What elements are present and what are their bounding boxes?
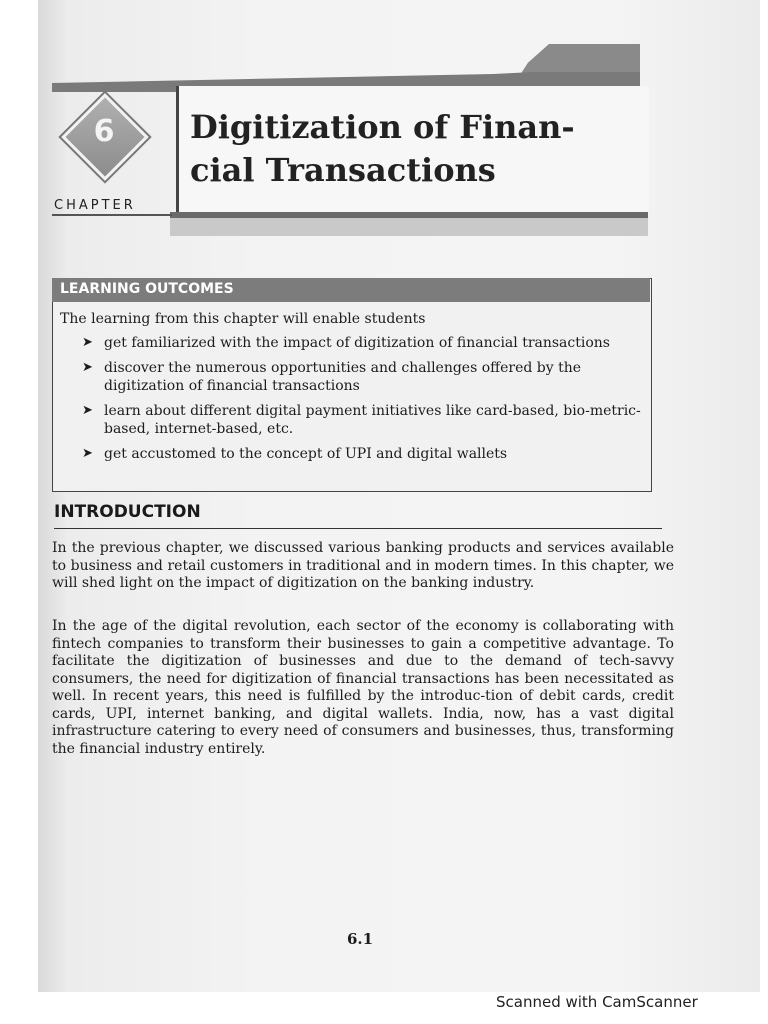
chapter-underline [52, 214, 172, 216]
learning-outcomes-intro: The learning from this chapter will enable students [60, 311, 426, 327]
chapter-title: Digitization of Finan-cial Transactions [190, 108, 575, 189]
learning-outcomes-title: LEARNING OUTCOMES [60, 281, 234, 297]
arrow-bullet-icon: ➤ [82, 335, 93, 350]
chapter-number: 6 [93, 114, 115, 149]
introduction-rule [54, 528, 662, 529]
list-item [80, 359, 646, 395]
list-item-text: get accustomed to the concept of UPI and digital wallets [104, 446, 508, 462]
header-band-bottom [170, 212, 648, 236]
chapter-label: CHAPTER [54, 198, 136, 213]
scanner-watermark: Scanned with CamScanner [496, 993, 698, 1011]
learning-outcomes-list [80, 334, 646, 470]
list-item [80, 445, 646, 463]
page-margin [0, 0, 40, 1024]
list-item [80, 402, 646, 438]
list-item-text: get familiarized with the impact of digitization of financial transactions [104, 335, 610, 351]
introduction-paragraph-1: In the previous chapter, we discussed various banking products and services available to business and retail customers in traditional and in modern times. In this chapter, we will shed light on the impact of digitization on the banking industry. [52, 540, 674, 591]
page-number: 6.1 [346, 930, 374, 948]
arrow-bullet-icon: ➤ [82, 446, 93, 461]
list-item-text: discover the numerous opportunities and challenges offered by the digitization of financial transactions [104, 360, 582, 394]
list-item-text: learn about different digital payment initiatives like card-based, bio-metric-based, internet-based, etc. [104, 403, 641, 437]
arrow-bullet-icon: ➤ [82, 403, 93, 418]
introduction-heading: INTRODUCTION [54, 502, 201, 522]
arrow-bullet-icon: ➤ [82, 360, 93, 375]
list-item [80, 334, 646, 352]
introduction-paragraph-2: In the age of the digital revolution, each sector of the economy is collaborating with fintech companies to transform their businesses to gain a competitive advantage. To facilitate the digitization of businesses and due to the demand of tech-savvy consumers, the need for digitization of financial transactions has been necessitated as well. In recent years, this need is fulfilled by the introduc-tion of debit cards, credit cards, UPI, internet banking, and digital wallets. India, now, has a vast digital infrastructure catering to every need of consumers and businesses, thus, transforming the financial industry entirely. [52, 618, 674, 757]
